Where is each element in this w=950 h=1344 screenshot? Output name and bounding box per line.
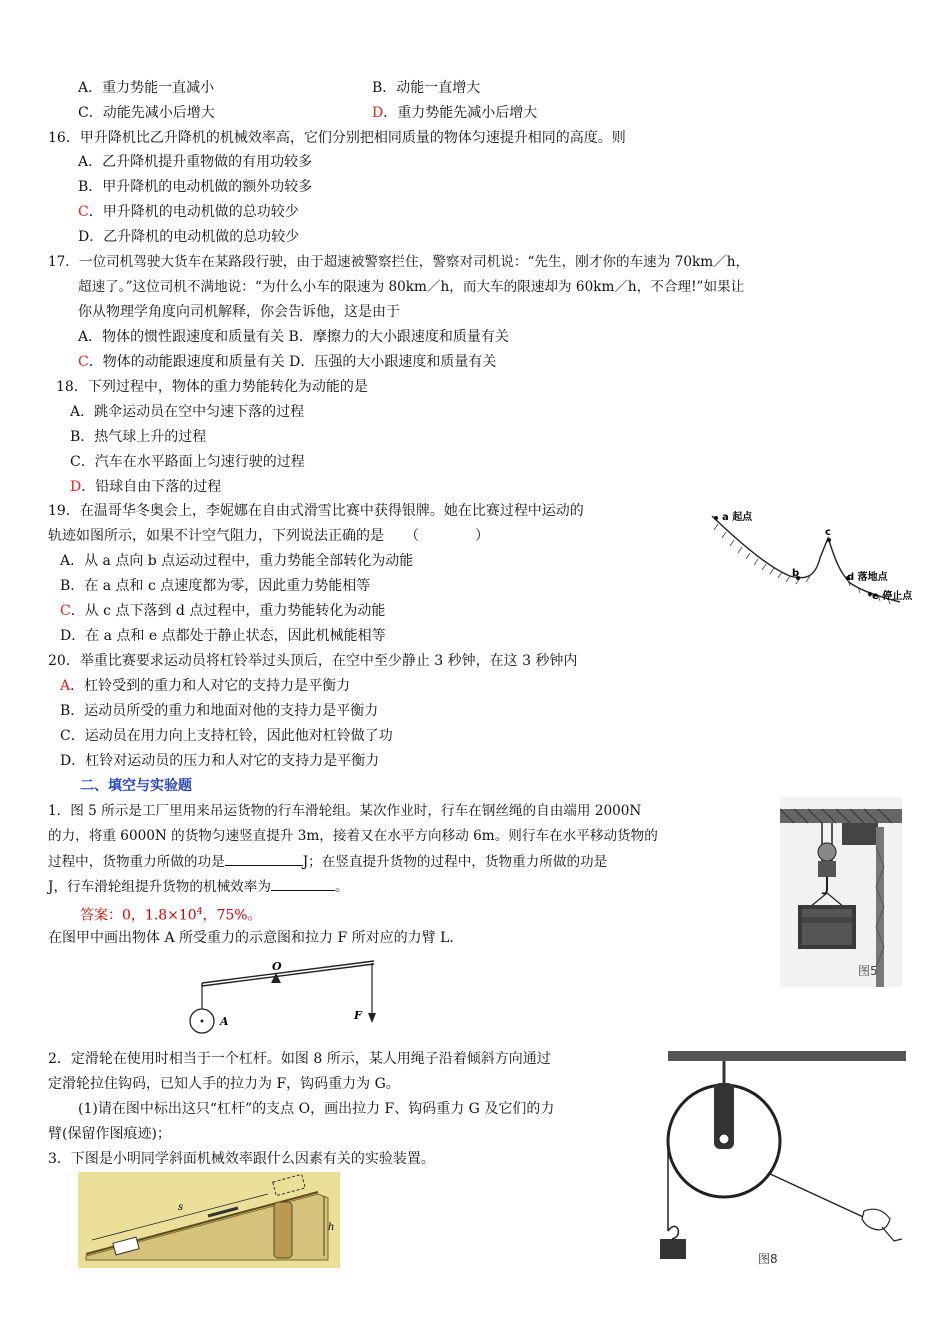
q20-option-d: D．杠铃对运动员的压力和人对它的支持力是平衡力	[60, 753, 380, 769]
incline-figure	[78, 1172, 340, 1268]
fill1-line-4: J，行车滑轮组提升货物的机械效率为 。	[48, 876, 349, 897]
lever-label-f: F	[354, 1009, 362, 1022]
q19-stem-1: 19．在温哥华冬奥会上，李妮娜在自由式滑雪比赛中获得银牌。她在比赛过程中运动的	[48, 503, 584, 519]
ski-label-e: e 停止点	[872, 591, 913, 602]
q18-option-c: C．汽车在水平路面上匀速行驶的过程	[70, 454, 305, 470]
q17-stem-1: 17．一位司机驾驶大货车在某路段行驶，由于超速被警察拦住，警察对司机说：“先生，刚才你的车速为 70km／h，	[48, 254, 750, 270]
q20-stem: 20．举重比赛要求运动员将杠铃举过头顶后，在空中至少静止 3 秒钟，在这 3 秒钟内	[48, 653, 578, 669]
lever-label-a: A	[220, 1015, 229, 1028]
q19-option-d: D．在 a 点和 e 点都处于静止状态，因此机械能相等	[60, 628, 386, 644]
q19-stem-2: 轨迹如图所示，如果不计空气阻力，下列说法正确的是 （ ）	[48, 528, 489, 544]
q20-option-c: C．运动员在用力向上支持杠铃，因此他对杠铃做了功	[60, 728, 393, 744]
lever-figure	[180, 955, 390, 1037]
fill1-line-2: 的力，将重 6000N 的货物匀速竖直提升 3m，接着又在水平方向移动 6m。则行车在水平移动货物的	[48, 828, 658, 844]
fill2-line-2: 定滑轮拉住钩码，已知人手的拉力为 F，钩码重力为 G。	[48, 1076, 400, 1092]
q16-option-d: D．乙升降机的电动机做的总功较少	[78, 229, 300, 245]
answer-letter: A	[60, 678, 71, 694]
answer-letter: C	[78, 204, 89, 220]
crane-figure	[780, 797, 902, 987]
ski-track-figure	[700, 498, 945, 610]
incline-label-h: h	[328, 1222, 335, 1233]
q17-option-cd: C．物体的动能跟速度和质量有关 D．压强的大小跟速度和质量有关	[78, 354, 497, 370]
q15-option-c: C．动能先减小后增大	[78, 105, 215, 121]
q15-option-d: D．重力势能先减小后增大	[372, 105, 538, 121]
q16-option-b: B．甲升降机的电动机做的额外功较多	[78, 179, 313, 195]
lever-label-o: O	[272, 960, 282, 973]
answer-letter: C	[78, 354, 89, 370]
ski-label-a: a 起点	[722, 512, 753, 523]
q18-stem: 18．下列过程中，物体的重力势能转化为动能的是	[56, 379, 368, 395]
q16-stem: 16．甲升降机比乙升降机的机械效率高，它们分别把相同质量的物体匀速提升相同的高度。则	[48, 130, 626, 146]
blank-2[interactable]	[271, 876, 335, 891]
fig8-label: 图8	[758, 1252, 778, 1266]
ski-label-d: d 落地点	[847, 572, 888, 583]
q18-option-b: B．热气球上升的过程	[70, 429, 207, 445]
fill2-line-3: (1)请在图中标出这只“杠杆”的支点 O，画出拉力 F、钩码重力 G 及它们的力	[78, 1101, 555, 1117]
fill2-line-4: 臂(保留作图痕迹)；	[48, 1126, 171, 1142]
q20-option-b: B．运动员所受的重力和地面对他的支持力是平衡力	[60, 703, 379, 719]
q17-stem-2: 超速了。”这位司机不满地说：“为什么小车的限速为 80km／h，而大车的限速却为 60km／h，不合理!”如果让	[78, 279, 745, 295]
fill1-line-1: 1．图 5 所示是工厂里用来吊运货物的行车滑轮组。某次作业时，行车在钢丝绳的自由端用 2000N	[48, 803, 642, 819]
q16-option-c: C．甲升降机的电动机做的总功较少	[78, 204, 299, 220]
q17-stem-3: 你从物理学角度向司机解释，你会告诉他，这是由于	[78, 304, 400, 320]
section-title: 二、填空与实验题	[80, 778, 192, 794]
pulley-figure	[650, 1043, 922, 1275]
fill1-line-3: 过程中，货物重力所做的功是 J；在竖直提升货物的过程中，货物重力所做的功是	[48, 851, 607, 872]
answer-letter: C	[60, 603, 71, 619]
fill2-line-1: 2．定滑轮在使用时相当于一个杠杆。如图 8 所示，某人用绳子沿着倾斜方向通过	[48, 1051, 551, 1067]
blank-1[interactable]	[225, 851, 303, 866]
incline-label-s: s	[178, 1202, 184, 1213]
fill1-answer: 答案：0，$1.8\times 10^4$，75%。	[80, 907, 262, 924]
ski-label-c: c	[825, 527, 831, 538]
fig5-label: 图5	[858, 964, 878, 978]
q17-option-ab: A．物体的惯性跟速度和质量有关 B．摩擦力的大小跟速度和质量有关	[78, 329, 509, 345]
fill3-line-1: 3．下图是小明同学斜面机械效率跟什么因素有关的实验装置。	[48, 1151, 435, 1167]
answer-letter: D	[70, 479, 82, 495]
q18-option-a: A．跳伞运动员在空中匀速下落的过程	[70, 404, 305, 420]
q19-option-a: A．从 a 点向 b 点运动过程中，重力势能全部转化为动能	[60, 553, 414, 569]
q15-option-b: B．动能一直增大	[372, 80, 481, 96]
ski-label-b: b	[792, 568, 800, 579]
q18-option-d: D．铅球自由下落的过程	[70, 479, 222, 495]
q15-option-a: A．重力势能一直减小	[78, 80, 215, 96]
answer-letter: D	[372, 105, 384, 121]
lever-instruction: 在图甲中画出物体 A 所受重力的示意图和拉力 F 所对应的力臂 L.	[48, 930, 454, 946]
q19-option-b: B．在 a 点和 c 点速度都为零，因此重力势能相等	[60, 578, 371, 594]
q16-option-a: A．乙升降机提升重物做的有用功较多	[78, 154, 313, 170]
q19-option-c: C．从 c 点下落到 d 点过程中，重力势能转化为动能	[60, 603, 386, 619]
q20-option-a: A．杠铃受到的重力和人对它的支持力是平衡力	[60, 678, 351, 694]
